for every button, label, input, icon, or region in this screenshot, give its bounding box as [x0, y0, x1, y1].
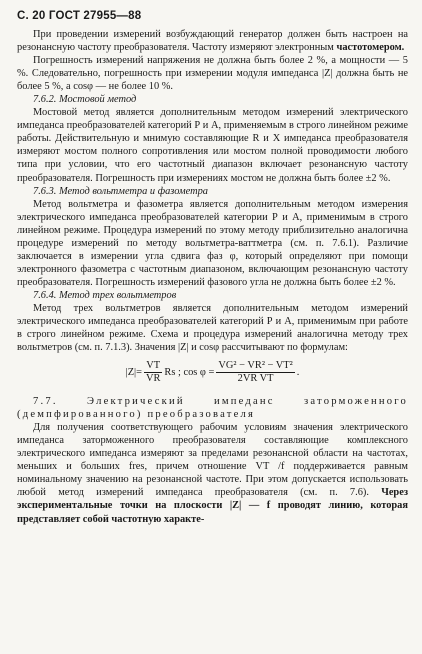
formula-middle: Rs ; cos φ =: [164, 367, 215, 379]
fraction-numerator: VG² − VR² − VT²: [218, 360, 293, 372]
paragraph-blocked-impedance: Для получения соответствующего рабочим условиям значения электрического импеданса заторможенного преобразователя составляющие комплексного электрического импеданса измеряют за пределами резонансной области на частотах, меньших и больших fres, причем отношение VT /f поддерживается равным номинальному значению на резонансной частоте. При этом допускается использовать любой метод измерений импеданса преобразователя (см. п. 7.6). Через экспериментальные точки на плоскости |Z| — f проводят линию, которая представляет собой частотную характе-: [17, 422, 408, 525]
paragraph-frequency-tuning: При проведении измерений возбуждающий генератор должен быть настроен на резонансную частоту преобразователя. Частоту измеряют электронным частотомером.: [17, 29, 408, 54]
impedance-formula: [17, 360, 408, 385]
fraction-cos-phi: [216, 360, 294, 385]
emphasis-frequency-meter: частотомером.: [336, 42, 405, 54]
paragraph-three-voltmeters: Метод трех вольтметров является дополнительным методом измерений электрического импеданса преобразователей категорий Р и А, применимым при работе в строго линейном режиме. Схема и процедура измерений аналогична методу трех вольтметров (см. п. 7.1.3). Значения |Z| и cosφ рассчитывают по формулам:: [17, 302, 408, 354]
section-7-6-2-title: 7.6.2. Мостовой метод: [33, 94, 137, 106]
formula-lhs: |Z|=: [125, 367, 142, 379]
paragraph-bridge-method: Мостовой метод является дополнительным методом измерений электрического импеданса преобразователей категорий Р и А, применяемым в строго линейном режиме работы. Действительную и мнимую составляющие R и X импеданса преобразователя измеряют мостом полного сопротивления или мостом полной проводимости любого типа при условии, что его частотный диапазон включает резонансную частоту преобразователя. Погрешность при измерениях мостом не должна быть более ±2 %.: [17, 107, 408, 184]
page-header: С. 20 ГОСТ 27955—88: [17, 10, 142, 22]
fraction-denominator: 2VR VT: [237, 373, 274, 385]
emphasis-experimental-points: Через экспериментальные точки на плоскости |Z| — f проводят линию, которая представляет собой частотную характе-: [17, 487, 408, 525]
paragraph-voltmeter-phasemeter: Метод вольтметра и фазометра является дополнительным методом измерения электрического импеданса преобразователей категории Р и А, применимым в строго линейном режиме. Процедура измерений по этому методу приблизительно аналогична процедуре измерений по методу вольтметра-ваттметра (см. п. 7.6.1). Различие заключается в измерении угла сдвига фаз φ, который определяют при помощи электронного фазометра с частотным диапазоном, включающим резонансную частоту преобразователя. Погрешность измерений фазового угла не должна быть более ±2 %.: [17, 198, 408, 288]
fraction-numerator: VT: [146, 360, 161, 372]
section-7-6-3-title: 7.6.3. Метод вольтметра и фазометра: [33, 185, 208, 197]
section-7-6-4-title: 7.6.4. Метод трех вольтметров: [33, 289, 177, 301]
fraction-denominator: VR: [145, 373, 161, 385]
fraction-vt-vr: [144, 360, 162, 385]
paragraph-error-limits: Погрешность измерений напряжения не должна быть более 2 %, а мощности — 5 %. Следовательно, погрешность при измерении модуля импеданса |Z| должна быть не более 5 %, а cosφ — не более 10 %.: [17, 55, 408, 93]
section-7-7-title: 7.7. Электрический импеданс заторможенного (демпфированного) преобразователя: [17, 396, 408, 421]
formula-end: .: [296, 367, 300, 379]
